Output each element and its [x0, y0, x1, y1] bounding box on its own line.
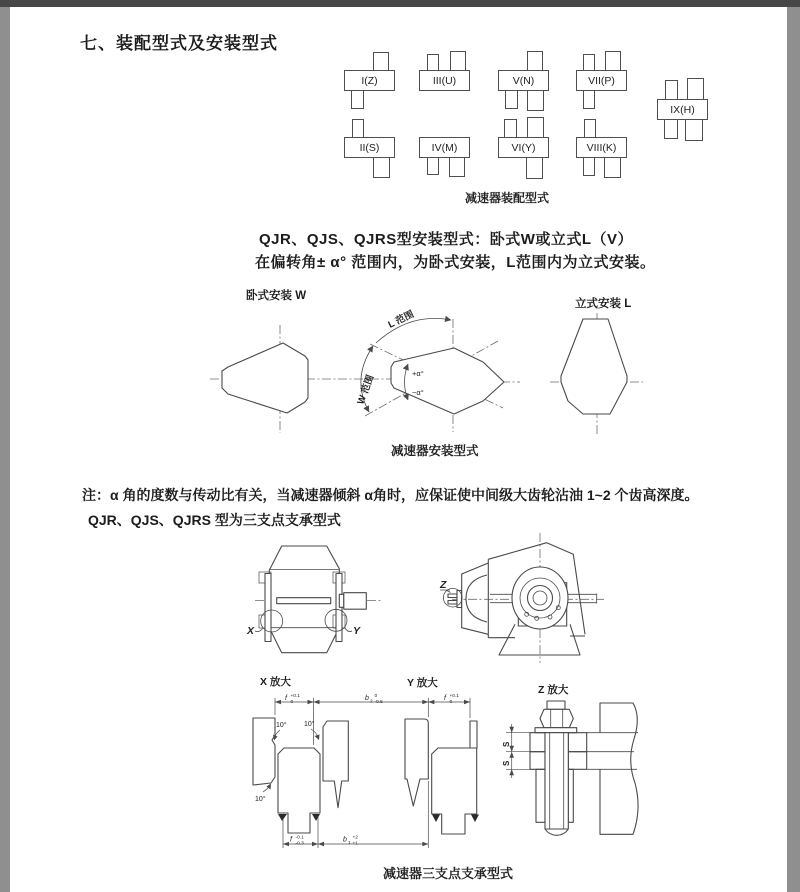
dim-tol: 0	[290, 700, 294, 705]
assembly-type-3u	[419, 70, 470, 91]
assembly-type-box	[657, 99, 708, 120]
horizontal-install-label: 卧式安装 W	[246, 290, 307, 302]
shaft-icon	[527, 89, 544, 111]
machine-front-view	[438, 531, 662, 681]
bolt-shank	[545, 733, 568, 829]
dim-tol: 0	[449, 700, 453, 705]
hex-nut	[540, 709, 573, 727]
shaft-icon	[505, 89, 518, 109]
shaft-icon	[373, 52, 389, 72]
assembly-type-label: III(U)	[432, 74, 457, 87]
y-support-lug	[432, 748, 477, 834]
shaft-icon	[526, 156, 543, 179]
assembly-type-9h	[657, 99, 708, 120]
shaft-icon	[352, 119, 364, 139]
shaft-icon	[685, 118, 703, 141]
shaft-icon	[427, 156, 439, 175]
install-desc-line2: 在偏转角± α° 范围内，为卧式安装，L范围内为立式安装。	[255, 254, 656, 271]
assembly-type-label: IX(H)	[670, 103, 695, 116]
assembly-type-label: IV(M)	[431, 141, 458, 154]
document-page	[10, 7, 787, 892]
assembly-type-box	[498, 70, 549, 91]
y-bracket	[405, 719, 428, 806]
assembly-type-label: VIII(K)	[586, 141, 617, 154]
shaft-icon	[351, 89, 364, 109]
shaft-icon	[449, 156, 465, 177]
dim-tol: +2	[352, 835, 358, 841]
note-line1: 注：α 角的度数与传动比有关，当减速器倾斜 α角时，应保证使中间级大齿轮沾油 1~2 个齿高深度。	[82, 487, 699, 503]
dim-angle-left: 10°	[276, 722, 287, 729]
bolt-tip	[547, 701, 565, 709]
x-bracket	[323, 721, 348, 808]
l-range-label: L 范围	[386, 308, 416, 331]
assembly-type-2s	[344, 137, 395, 158]
shaft-icon	[687, 78, 704, 101]
assembly-type-1z	[344, 70, 395, 91]
support-caption: 减速器三支点支承型式	[383, 866, 514, 881]
dim-b2: b	[365, 695, 369, 702]
x-support-lug	[278, 748, 320, 833]
vertical-install-diagram	[545, 310, 670, 440]
z-enlarged-label: Z 放大	[538, 684, 569, 696]
assembly-type-box	[419, 70, 470, 91]
dim-f-top-right: f	[444, 695, 446, 702]
x-left-block	[253, 718, 275, 785]
shaft-icon	[664, 118, 678, 139]
assembly-type-label: VII(P)	[588, 74, 615, 87]
machine-side-view	[245, 531, 395, 671]
dim-tol: -0.3	[295, 841, 304, 847]
assembly-type-label: V(N)	[512, 74, 535, 87]
dim-tol: +1	[352, 841, 358, 847]
shaft-icon	[665, 80, 678, 101]
dim-tol: -0.1	[295, 835, 304, 841]
dim-f-top-left: f	[285, 695, 287, 702]
page-title: 七、装配型式及安装型式	[80, 34, 278, 53]
assembly-type-label: II(S)	[359, 141, 380, 154]
dim-tol: 0	[374, 694, 378, 699]
plus-alpha-label: +α°	[412, 369, 424, 378]
minus-alpha-label: −α°	[412, 388, 424, 397]
assembly-type-box	[498, 137, 549, 158]
detail-z-view	[499, 691, 670, 871]
shaft-icon	[504, 119, 517, 139]
dim-s-upper: S	[502, 741, 511, 747]
assembly-type-box	[576, 70, 627, 91]
shaft-icon	[583, 89, 595, 109]
x-callout-label: X	[247, 625, 255, 637]
w-range-label: W 范围	[355, 373, 377, 407]
dim-s-lower: S	[502, 760, 511, 766]
dim-tol: +0.1	[290, 694, 300, 699]
shaft-icon	[450, 51, 466, 72]
output-shaft	[344, 593, 367, 610]
assembly-type-8k	[576, 137, 627, 158]
vertical-install-label: 立式安装 L	[575, 298, 632, 310]
dim-angle-bottom: 10°	[255, 796, 266, 803]
assembly-type-box	[419, 137, 470, 158]
shaft-icon	[584, 119, 596, 139]
dim-tol: -0.5	[374, 700, 383, 705]
install-desc-line1: QJR、QJS、QJRS型安装型式：卧式W或立式L（V）	[259, 231, 634, 248]
assembly-type-6y	[498, 137, 549, 158]
dim-idx: 1	[348, 841, 351, 846]
shaft-icon	[527, 117, 544, 139]
washer	[535, 728, 577, 733]
x-enlarged-label: X 放大	[260, 676, 291, 688]
scan-top-edge	[0, 0, 800, 7]
assembly-type-box	[576, 137, 627, 158]
y-enlarged-label: Y 放大	[407, 677, 438, 689]
dim-tol: +0.1	[449, 694, 459, 699]
shaft-icon	[373, 156, 390, 178]
install-caption: 减速器安装型式	[391, 444, 479, 458]
assembly-caption: 减速器装配型式	[465, 191, 550, 205]
assembly-type-label: I(Z)	[361, 74, 378, 87]
tilt-range-diagram	[350, 301, 525, 451]
shaft-icon	[604, 156, 621, 178]
detail-xy-view	[245, 691, 540, 866]
shaft-icon	[583, 156, 595, 176]
shaft-icon	[527, 51, 543, 72]
note-line2: QJR、QJS、QJRS 型为三支点支承型式	[88, 512, 341, 528]
shaft-icon	[605, 51, 621, 72]
dim-f-bottom: f	[290, 836, 292, 844]
assembly-type-box	[344, 70, 395, 91]
dim-b1: b	[343, 836, 347, 844]
dim-idx: 2	[370, 699, 373, 705]
dim-angle-right: 10°	[304, 721, 315, 728]
assembly-type-5n	[498, 70, 549, 91]
assembly-type-4m	[419, 137, 470, 158]
assembly-type-7p	[576, 70, 627, 91]
assembly-type-label: VI(Y)	[511, 141, 536, 154]
y-callout-label: Y	[353, 625, 361, 637]
assembly-type-box	[344, 137, 395, 158]
z-callout-label: Z	[440, 579, 447, 591]
